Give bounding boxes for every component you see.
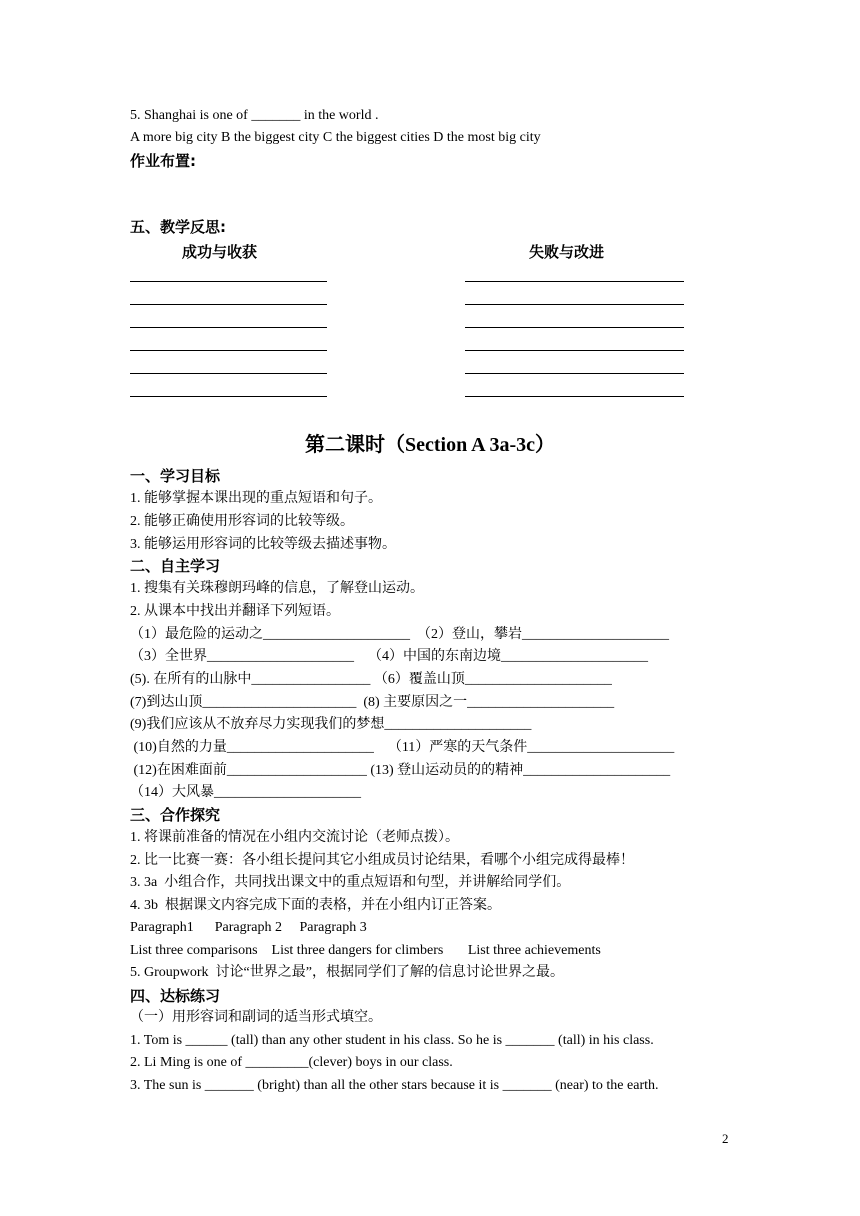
phrase-translation-row: （14）大风暴_____________________ — [130, 785, 361, 800]
cooperation-item: 5. Groupwork 讨论“世界之最”，根据同学们了解的信息讨论世界之最。 — [130, 965, 564, 980]
reflection-right-blank — [465, 350, 684, 351]
phrase-translation-row: （3）全世界_____________________ （4）中国的东南边境_____________________ — [130, 649, 648, 664]
cooperation-item: 4. 3b 根据课文内容完成下面的表格，并在小组内订正答案。 — [130, 898, 501, 913]
section-heading-objectives: 一、学习目标 — [130, 467, 221, 485]
reflection-right-blank — [465, 304, 684, 305]
phrase-translation-row: (5). 在所有的山脉中_________________ （6）覆盖山顶_____________________ — [130, 672, 612, 687]
reflection-left-blank — [130, 373, 327, 374]
question-5: 5. Shanghai is one of _______ in the world . — [130, 108, 379, 123]
reflection-right-blank — [465, 396, 684, 397]
page-number: 2 — [722, 1131, 729, 1146]
phrase-translation-row: （1）最危险的运动之_____________________ （2）登山，攀岩_____________________ — [130, 627, 669, 642]
reflection-left-blank — [130, 350, 327, 351]
paragraph-table-header: Paragraph1 Paragraph 2 Paragraph 3 — [130, 920, 367, 935]
practice-question: 1. Tom is ______ (tall) than any other student in his class. So he is _______ (tall) in his class. — [130, 1033, 654, 1048]
homework-heading: 作业布置: — [130, 152, 196, 170]
reflection-right-blank — [465, 327, 684, 328]
cooperation-item: 2. 比一比赛一赛：各小组长提问其它小组成员讨论结果，看哪个小组完成得最棒！ — [130, 853, 634, 868]
practice-question: 3. The sun is _______ (bright) than all the other stars because it is _______ (near) to the earth. — [130, 1078, 659, 1093]
question-5-options: A more big city B the biggest city C the biggest cities D the most big city — [130, 130, 541, 145]
reflection-column-left: 成功与收获 — [182, 243, 258, 261]
practice-instruction: （一）用形容词和副词的适当形式填空。 — [130, 1010, 382, 1025]
section-heading-cooperation: 三、合作探究 — [130, 806, 221, 824]
objective-item: 1. 能够掌握本课出现的重点短语和句子。 — [130, 491, 382, 506]
phrase-translation-row: (10)自然的力量_____________________ （11）严寒的天气条件_____________________ — [130, 740, 675, 755]
objective-item: 2. 能够正确使用形容词的比较等级。 — [130, 514, 354, 529]
practice-question: 2. Li Ming is one of _________(clever) boys in our class. — [130, 1055, 453, 1070]
reflection-left-blank — [130, 281, 327, 282]
reflection-left-blank — [130, 396, 327, 397]
cooperation-item: 1. 将课前准备的情况在小组内交流讨论（老师点拨）。 — [130, 830, 459, 845]
reflection-heading: 五、教学反思: — [130, 218, 226, 236]
self-study-item: 2. 从课本中找出并翻译下列短语。 — [130, 604, 340, 619]
reflection-column-right: 失败与改进 — [529, 243, 605, 261]
reflection-right-blank — [465, 373, 684, 374]
lesson-title: 第二课时（Section A 3a-3c） — [305, 434, 555, 456]
phrase-translation-row: (12)在困难面前____________________ (13) 登山运动员的的精神_____________________ — [130, 763, 671, 778]
reflection-left-blank — [130, 327, 327, 328]
phrase-translation-row: (9)我们应该从不放弃尽力实现我们的梦想_____________________ — [130, 717, 532, 732]
reflection-right-blank — [465, 281, 684, 282]
cooperation-item: 3. 3a 小组合作，共同找出课文中的重点短语和句型，并讲解给同学们。 — [130, 875, 571, 890]
self-study-item: 1. 搜集有关珠穆朗玛峰的信息，了解登山运动。 — [130, 581, 424, 596]
objective-item: 3. 能够运用形容词的比较等级去描述事物。 — [130, 537, 396, 552]
section-heading-practice: 四、达标练习 — [130, 987, 221, 1005]
paragraph-table-row: List three comparisons List three dangers for climbers List three achievements — [130, 943, 601, 958]
reflection-left-blank — [130, 304, 327, 305]
phrase-translation-row: (7)到达山顶______________________ (8) 主要原因之一_____________________ — [130, 695, 615, 710]
section-heading-self-study: 二、自主学习 — [130, 557, 221, 575]
